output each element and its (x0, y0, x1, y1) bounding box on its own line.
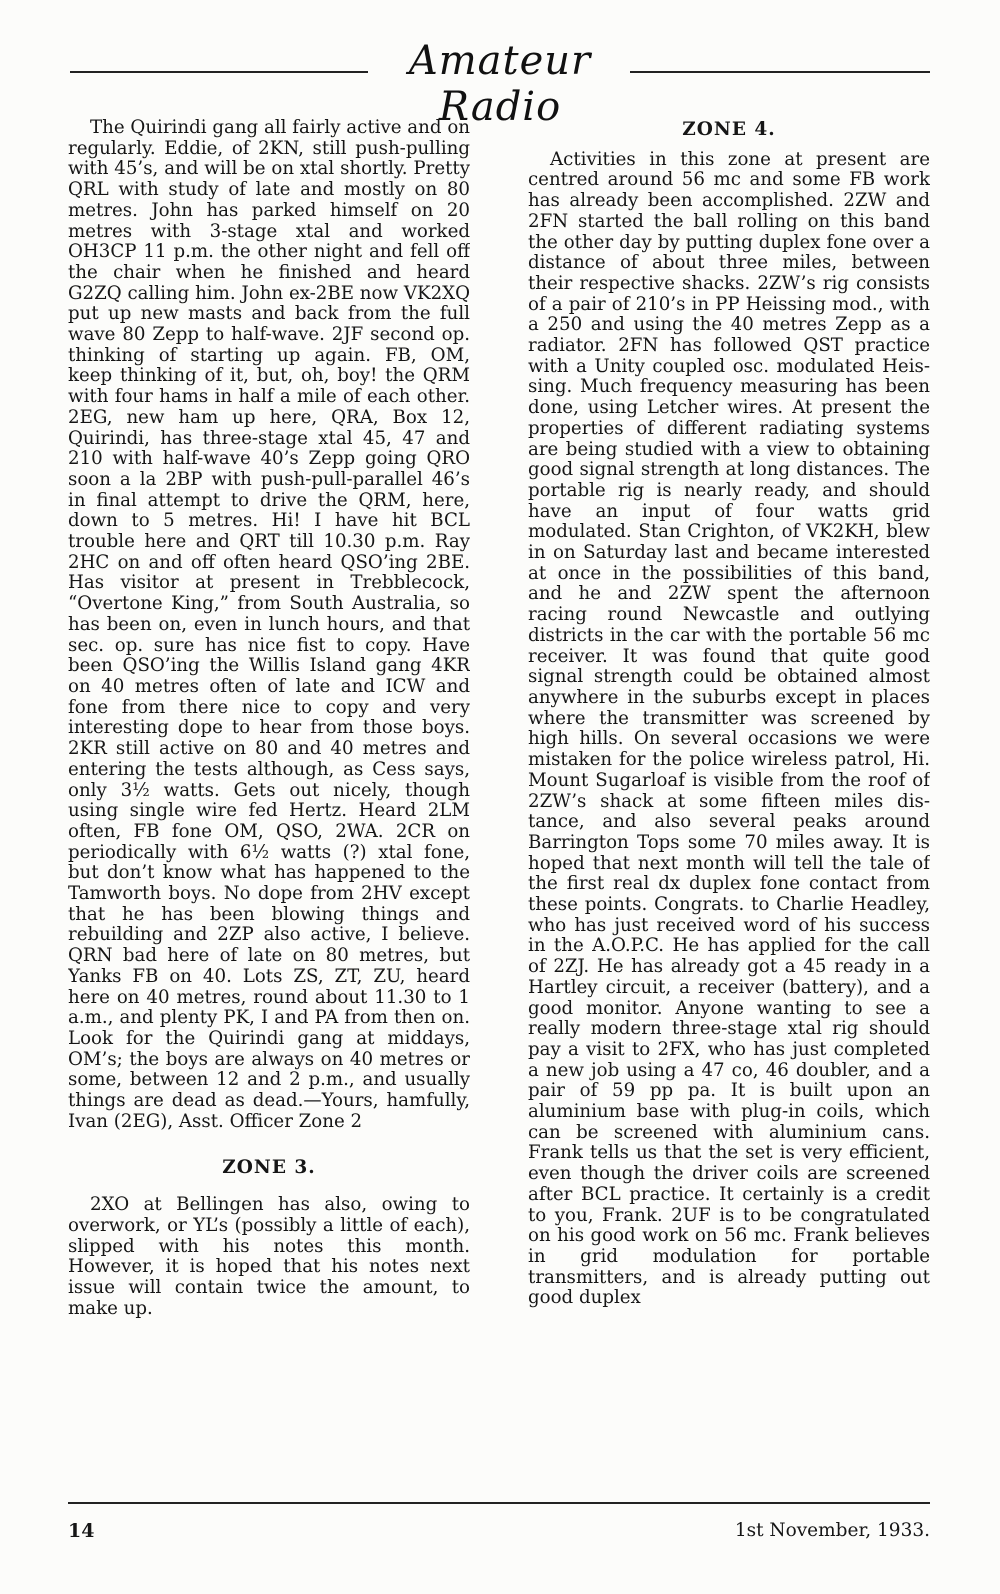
zone4-report-paragraph: Activities in this zone at present are centred around 56 mc and some FB work has already been accomplished. 2ZW and 2FN started the ball rolling on this band the other day by putting duplex fone over a distance of about three miles, between their respective shacks. 2ZW’s rig consists of a pair of 210’s in PP Heissing mod., with a 250 and using the 40 metres Zepp as a radiator. 2FN has followed QST practice with a Unity coupled osc. modulated Heissing. Much frequency measuring has been done, using Letcher wires. At present the properties of different radiating systems are being studied with a view to obtaining good signal strength at long distances. The portable rig is nearly ready, and should have an input of four watts grid modulated. Stan Crighton, of VK2KH, blew in on Saturday last and became interested at once in the possibilities of this band, and he and 2ZW spent the afternoon racing round Newcastle and outlying districts in the car with the portable 56 mc receiver. It was found that quite good signal strength could be obtained almost anywhere in the suburbs except in places where the transmitter was screened by high hills. On several occasions we were mistaken for the police wireless patrol, Hi. Mount Sugarloaf is visible from the roof of 2ZW’s shack at some fifteen miles distance, and also several peaks around Barrington Tops some 70 miles away. It is hoped that next month will tell the tale of the first real dx duplex fone contact from these points. Congrats. to Charlie Headley, who has just received word of his success in the A.O.P.C. He has applied for the call of 2ZJ. He has already got a 45 ready in a Hartley circuit, a receiver (battery), and a good monitor. Anyone wanting to see a really modern three-stage xtal rig should pay a visit to 2FX, who has just completed a new job using a 47 co, 46 doubler, and a pair of 59 pp pa. It is built upon an aluminium base with plug-in coils, which can be screened with aluminium cans. Frank tells us that the set is very efficient, even though the driver coils are screened after BCL practice. It certainly is a credit to you, Frank. 2UF is to be congratulated on his good work on 56 mc. Frank believes in grid modulation for portable transmitters, and is already putting out good duplex (528, 148, 930, 1309)
right-column (528, 118, 930, 1498)
left-column (68, 118, 470, 1498)
publication-title: Amateur Radio (408, 38, 592, 130)
masthead-rule-left (70, 71, 368, 73)
footer-rule (68, 1502, 930, 1504)
zone2-report-paragraph: The Quirindi gang all fairly active and on regularly. Eddie, of 2KN, still push-pulling with 45’s, and will be on xtal shortly. Pretty QRL with study of late and mostly on 80 metres. John has parked himself on 20 metres with 3-stage xtal and worked OH3CP 11 p.m. the other night and fell off the chair when he finished and heard G2ZQ calling him. John ex-2BE now VK2XQ put up new masts and back from the full wave 80 Zepp to half-wave. 2JF second op. thinking of starting up again. FB, OM, keep thinking of it, but, oh, boy! the QRM with four hams in half a mile of each other. 2EG, new ham up here, QRA, Box 12, Quirindi, has three-stage xtal 45, 47 and 210 with half-wave 40’s Zepp going QRO soon a la 2BP with push-pull-parallel 46’s in final attempt to drive the QRM, here, down to 5 metres. Hi! I have hit BCL trouble here and QRT till 10.30 p.m. Ray 2HC on and off often heard QSO’ing 2BE. Has visitor at present in Trebblecock, “Overtone King,” from South Australia, so has been on, even in lunch hours, and that sec. op. sure has nice fist to copy. Have been QSO’ing the Willis Island gang 4KR on 40 metres often of late and ICW and fone from there nice to copy and very interesting dope to hear from those boys. 2KR still active on 80 and 40 metres and entering the tests although, as Cess says, only 3½ watts. Gets out nicely, though using single wire fed Hertz. Heard 2LM often, FB fone OM, QSO, 2WA. 2CR on periodically with 6½ watts (?) xtal fone, but don’t know what has happened to the Tamworth boys. No dope from 2HV except that he has been blowing things and rebuilding and 2ZP also active, I believe. QRN bad here of late on 80 metres, but Yanks FB on 40. Lots ZS, ZT, ZU, heard here on 40 metres, round about 11.30 to 1 a.m., and plenty PK, I and PA from then on. Look for the Quirindi gang at middays, OM’s; the boys are always on 40 metres or some, between 12 and 2 p.m., and usually things are dead as dead.—Yours, hamfully, Ivan (2EG), Asst. Officer Zone 2 (68, 118, 470, 1132)
zone4-heading: ZONE 4. (682, 119, 776, 140)
issue-date: 1st November, 1933. (734, 1520, 930, 1541)
masthead-rule-right (630, 71, 930, 73)
zone3-report-paragraph: 2XO at Bellingen has also, owing to overwork, or YL’s (possibly a little of each), slipped with his notes this month. However, it is hoped that his notes next issue will contain twice the amount, to make up. (68, 1194, 470, 1319)
zone3-heading: ZONE 3. (222, 1157, 316, 1179)
page-number: 14 (68, 1520, 95, 1542)
